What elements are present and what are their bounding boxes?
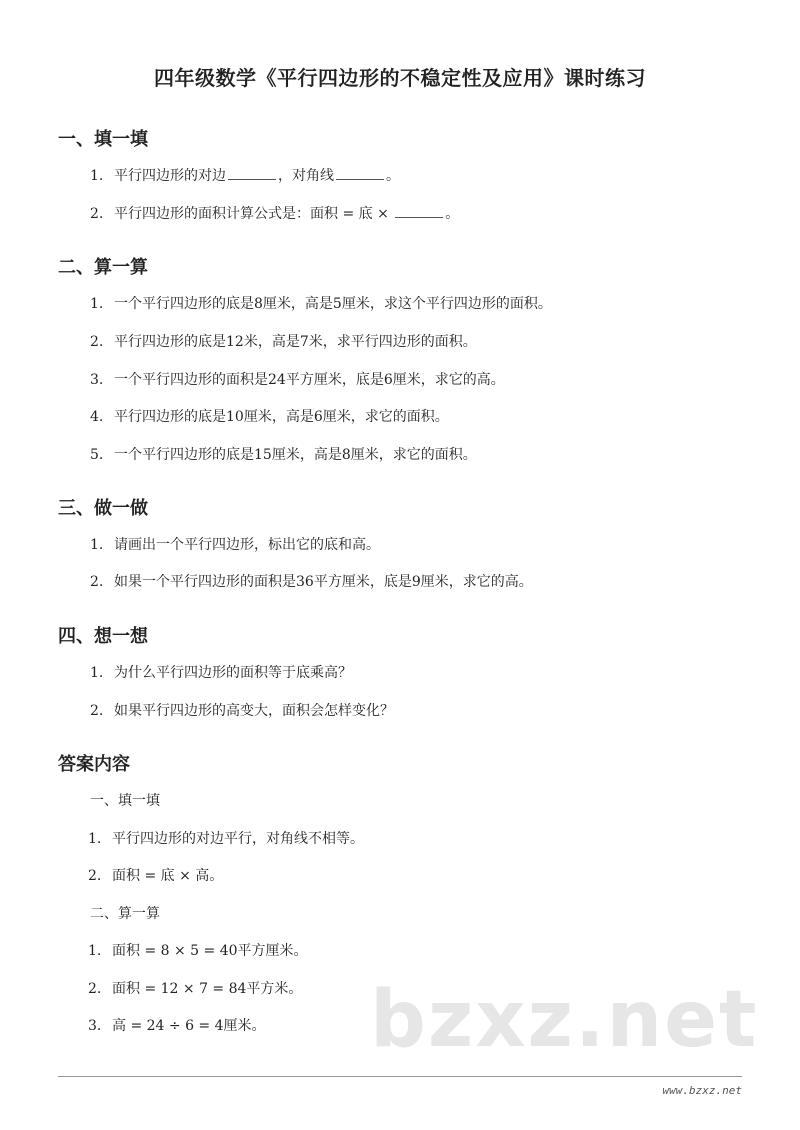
answer-number: 2. [88,868,102,884]
question-text: 。 [386,168,400,184]
answers-subheading-calc: 二、算一算 [90,906,160,922]
footer-url: www.bzxz.net [662,1084,742,1097]
answer-blank [395,203,443,218]
question-item [90,293,552,313]
question-text: 如果一个平行四边形的面积是36平方厘米，底是9厘米，求它的高。 [114,574,533,590]
question-text: 为什么平行四边形的面积等于底乘高？ [114,665,352,681]
answer-blank [336,165,384,180]
question-number: 1. [90,168,104,184]
section-heading-do: 三、做一做 [58,498,148,519]
watermark: bzxz.net [370,975,759,1065]
question-text: 一个平行四边形的面积是24平方厘米，底是6厘米，求它的高。 [114,372,505,388]
question-number: 3. [90,372,104,388]
section-heading-calc: 二、算一算 [58,257,148,278]
question-number: 2. [90,574,104,590]
question-text: 一个平行四边形的底是15厘米，高是8厘米，求它的面积。 [114,447,477,463]
answer-text: 平行四边形的对边平行，对角线不相等。 [112,831,364,847]
question-number: 1. [90,665,104,681]
question-item [90,165,400,185]
question-number: 4. [90,409,104,425]
answer-number: 2. [88,981,102,997]
question-number: 2. [90,334,104,350]
footer-divider [58,1076,742,1077]
answer-item [88,828,364,848]
question-text: 平行四边形的对边 [114,168,226,184]
answers-subheading-fill: 一、填一填 [90,793,160,809]
answer-text: 面积 = 底 × 高。 [112,868,224,884]
question-item [90,662,352,682]
question-text: 平行四边形的底是12米，高是7米，求平行四边形的面积。 [114,334,477,350]
answer-text: 面积 = 12 × 7 = 84平方米。 [112,981,303,997]
question-number: 5. [90,447,104,463]
answer-item [88,940,308,960]
question-number: 1. [90,537,104,553]
answer-number: 3. [88,1018,102,1034]
question-item [90,534,380,554]
section-heading-think: 四、想一想 [58,626,148,647]
question-text: 如果平行四边形的高变大，面积会怎样变化？ [114,703,394,719]
question-number: 1. [90,296,104,312]
answer-item [88,978,302,998]
question-item [90,700,394,720]
question-item [90,406,449,426]
question-text: 平行四边形的面积计算公式是：面积 = 底 × [114,206,394,222]
section-heading-fill: 一、填一填 [58,129,148,150]
page-title: 四年级数学《平行四边形的不稳定性及应用》课时练习 [154,66,646,90]
question-text: 一个平行四边形的底是8厘米，高是5厘米，求这个平行四边形的面积。 [114,296,552,312]
question-text: 平行四边形的底是10厘米，高是6厘米，求它的面积。 [114,409,449,425]
question-number: 2. [90,206,104,222]
question-item [90,331,477,351]
question-item [90,203,459,223]
question-item [90,571,533,591]
answer-number: 1. [88,831,102,847]
question-number: 2. [90,703,104,719]
question-text: ，对角线 [278,168,334,184]
answer-text: 高 = 24 ÷ 6 = 4厘米。 [112,1018,266,1034]
question-text: 请画出一个平行四边形，标出它的底和高。 [114,537,380,553]
question-text: 。 [445,206,460,222]
answers-heading: 答案内容 [58,754,130,775]
question-item [90,369,505,389]
answer-blank [228,165,276,180]
answer-item [88,865,223,885]
answer-text: 面积 = 8 × 5 = 40平方厘米。 [112,943,308,959]
answer-number: 1. [88,943,102,959]
answer-item [88,1015,266,1035]
question-item [90,444,477,464]
